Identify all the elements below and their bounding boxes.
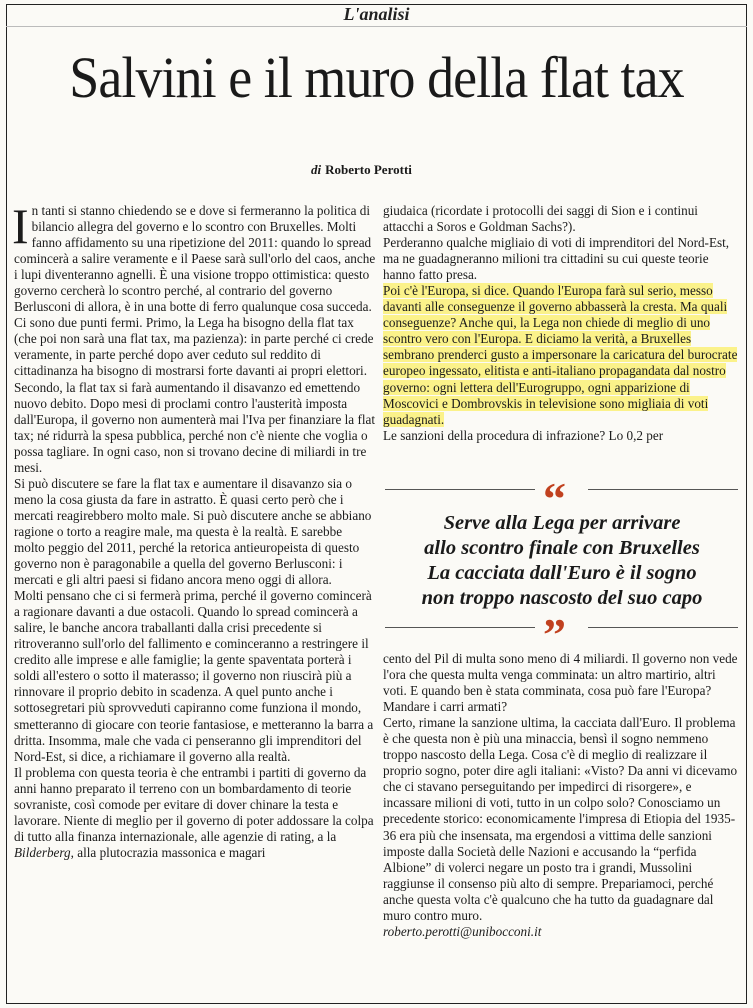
- open-quote-icon: “: [543, 473, 566, 524]
- highlighted-text: Poi c'è l'Europa, si dice. Quando l'Europa farà sul serio, messo davanti alle conseguenze il governo abbasserà la cresta. Ma quali conseguenze? Anche qui, la Lega non chiede di meglio di uno scontro vero con l'Europa. E diciamo la verità, a Bruxelles sembrano prenderci gusto a impersonare la caricatura del burocrate europeo ingessato, elitista e anti-italiano propagandata dal nostro governo: ogni lettera dell'Eurogruppo, ogni apparizione di Moscovici e Dombrovskis in televisione sono migliaia di voti guadagnati.: [383, 283, 738, 427]
- paragraph-8-highlighted: [383, 283, 741, 427]
- close-quote-icon: ”: [543, 609, 566, 660]
- paragraph-5: Il problema con questa teoria è che entrambi i partiti di governo da anni hanno preparato il terreno con un bombardamento di teorie sovraniste, così comode per evitare di dover chinare la testa e lavorare. Niente di meglio per il governo di poter addossare la colpa di tutto alla finanza internazionale, alle agenzie di rating, a la Bilderberg, alla plutocrazia massonica e magari: [14, 764, 374, 860]
- paragraph-3: Si può discutere se fare la flat tax e aumentare il disavanzo sia o meno la cosa giusta da fare in astratto. È quasi certo però che i mercati reagirebbero molto male. Si può discutere anche se abbiano ragione o torto a reagire male, ma questa è la realtà. E sarebbe molto peggio del 2011, perché la retorica antieuropeista di questo governo non è paragonabile a quella del governo Berlusconi: i mercati e gli altri paesi si fidano ancora meno oggi di allora.: [14, 475, 372, 588]
- column-right-top: [383, 203, 741, 444]
- kicker-divider: [6, 26, 747, 27]
- paragraph-4: Molti pensano che ci si fermerà prima, perché il governo comincerà a ragionare davanti a due ostacoli. Quando lo spread comincerà a salire, le banche ancora traballanti dalla crisi precedente si ritroveranno sull'orlo del fallimento e cominceranno a restringere il credito alle imprese e alle famiglie; la gente spaventata porterà i soldi all'estero o sotto il materasso; il governo non riuscirà più a rinnovare il proprio debito in scadenza. A quel punto anche i sottosegretari più sprovveduti capiranno come funziona il mondo, smetteranno di giocare con teorie fantasiose, e metteranno la barra a dritta. Insomma, male che vada ci penseranno gli imprenditori del Nord-Est, si dice, a richiamare il governo alla realtà.: [14, 588, 374, 764]
- quote-rule: [385, 627, 535, 628]
- author-email: roberto.perotti@unibocconi.it: [383, 923, 542, 939]
- paragraph-10: cento del Pil di multa sono meno di 4 miliardi. Il governo non vede l'ora che questa multa venga comminata: un altro martirio, altri voti. E quando ben è stata comminata, cosa può fare l'Europa? Mandare i carri armati?: [383, 651, 738, 715]
- italic-term: Bilderberg: [14, 844, 71, 860]
- quote-rule: [588, 627, 738, 628]
- column-left: [12, 198, 376, 861]
- paragraph-9: Le sanzioni della procedura di infrazione? Lo 0,2 per: [383, 427, 664, 443]
- pull-quote: [383, 473, 741, 660]
- pull-quote-text: Serve alla Lega per arrivare allo scontro finale con Bruxelles La cacciata dall'Euro è il sogno non troppo nascosto del suo capo: [421, 512, 703, 609]
- paragraph-2: Ci sono due punti fermi. Primo, la Lega ha bisogno della flat tax (che poi non sarà una flat tax, ma pazienza): in parte perché ci crede veramente, in parte perché dopo aver ceduto sul reddito di cittadinanza ha bisogno di mostrarsi forte davanti ai propri elettori. Secondo, la flat tax si farà aumentando il disavanzo ed emettendo nuovo debito. Dopo mesi di proclami contro l'austerità imposta dall'Europa, il governo non aumenterà mai l'Iva per finanziare la flat tax; né ridurrà la spesa pubblica, perché non c'è niente che voglia o possa tagliare. In ogni caso, non si trovano decine di miliardi in tre mesi.: [14, 315, 376, 475]
- article-headline: Salvini e il muro della flat tax: [69, 45, 684, 110]
- byline: [311, 162, 412, 178]
- paragraph-6: giudaica (ricordate i protocolli dei saggi di Sion e i continui attacchi a Soros e Goldman Sachs?).: [383, 203, 698, 235]
- quote-rule: [385, 489, 535, 490]
- byline-prefix: di: [311, 162, 322, 177]
- paragraph-1: In tanti si stanno chiedendo se e dove si fermeranno la politica di bilancio allegra del governo e lo scontro con Bruxelles. Molti fanno affidamento su una ripetizione del 2011: quando lo spread comincerà a salire veramente e il Paese sarà sull'orlo del caos, anche i lupi diventeranno agnelli. È una visione troppo ottimistica: questo governo cercherà lo scontro perché, al contrario del governo Berlusconi di allora, è in una botte di ferro qualunque cosa succeda.: [12, 198, 376, 315]
- paragraph-7: Perderanno qualche migliaio di voti di imprenditori del Nord-Est, ma ne guadagneranno milioni tra cittadini su cui queste teorie hanno fatto presa.: [383, 235, 730, 283]
- column-right-bottom: [383, 651, 741, 940]
- section-kicker: L'analisi: [343, 4, 410, 24]
- drop-cap: I: [12, 198, 29, 254]
- quote-rule: [588, 489, 738, 490]
- paragraph-11: Certo, rimane la sanzione ultima, la cacciata dall'Euro. Il problema è che questa non è più una minaccia, bensì il sogno nemmeno troppo nascosto della Lega. Cosa c'è di meglio di realizzare il proprio sogno, poter dire agli italiani: «Visto? Da anni vi dicevamo che ci stavano perseguitando per impedirci di risorgere», e incassare milioni di voti, tutto in un colpo solo? Conosciamo un precedente storico: economicamente l'impresa di Etiopia del 1935-36 era più che insensata, ma ergendosi a vittima delle sanzioni imposte dalla Società delle Nazioni e accusando la “perfida Albione” di volerci negare un posto tra i grandi, Mussolini raggiunse il consenso più alto di sempre. Prepariamoci, perché anche questa volta c'è qualcuno che ha tutto da guadagnare dal muro contro muro.: [383, 715, 738, 923]
- byline-author: Roberto Perotti: [325, 162, 412, 177]
